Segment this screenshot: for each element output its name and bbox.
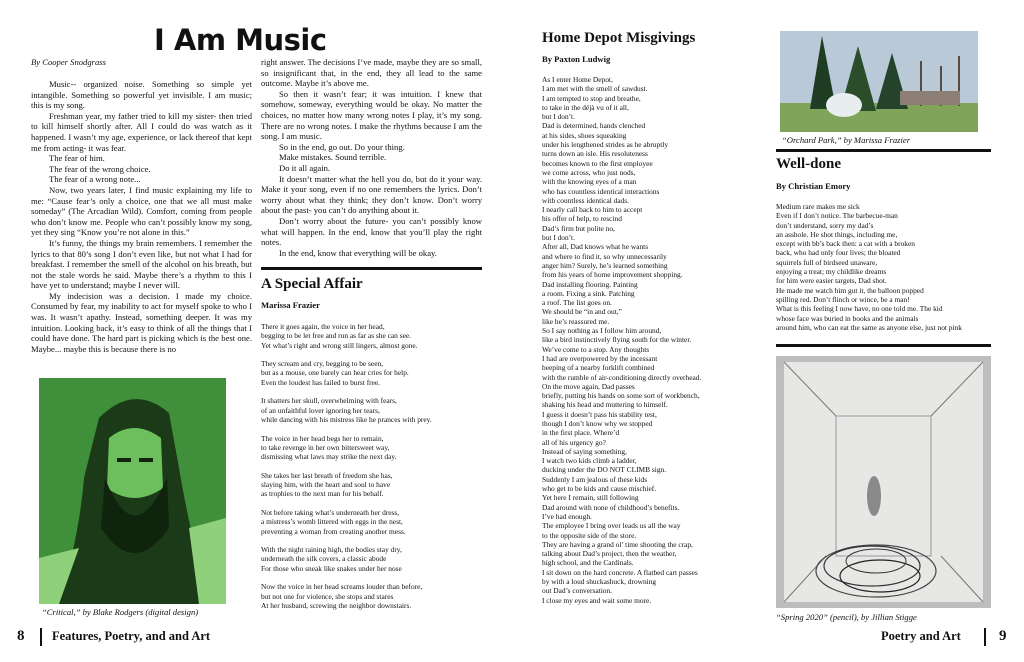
poem-byline-well-done: By Christian Emory <box>776 181 851 191</box>
critical-caption: “Critical,” by Blake Rodgers (digital design) <box>42 607 199 617</box>
footer-title-right: Poetry and Art <box>881 629 961 643</box>
footer-divider-left <box>40 628 42 646</box>
article-paragraph: My indecision was a decision. I made my choice. Consumed by fear, my inability to act for myself spoke to who I was. It wasn’t apathy. Instead, something deeper. It was my intuition. Looking back, it’s easy to think of all the things that I could have done. The hard part is picking which is the best one. Maybe... maybe this is because there is no <box>31 290 252 354</box>
article-paragraph: In the end, know that everything will be okay. <box>279 247 437 258</box>
article-paragraph: Music-- organized noise. Something so simple yet intangible. Something so powerful yet invisible. I am music; this is my song. <box>31 79 252 111</box>
poem-text-special-affair: There it goes again, the voice in her head, begging to be let free and run as far as she can see. Yet what’s right and wrong still lingers, almost gone. They scream and cry, begging to be seen, but as a mouse, one barely can hear cries for help. Even the loudest has failed to burst free. It shatters her skull, overwhelming with fears, of an unfaithful lover ignoring her tears, while dancing with his mistress like he prances with prey. The voice in her head begs her to remain, to take revenge in her own bittersweet way, dismissing what laws may strike the next day. She takes her last breath of freedom she has, slaying him, with the heart and soul to have as trophies to the next man for his behalf. Not before taking what’s underneath her dress, a mistress’s womb littered with eggs in the nest, preventing a woman from creating another mess. With the night raining high, the bodies stay dry, underneath the silk covers, a classic abode For those who sneak like snakes under her nose Now the voice in her head screams louder than before, but not one for violence, she stops and stares At her husband, screwing the neighbor downstairs. <box>261 322 432 610</box>
article-paragraph: It doesn’t matter what the hell you do, but do it your way. Make it your song, even if no one remembers the lyrics. Don’t worry about what they think; they don’t know. Don’t worry about the past- you can’t do anything about it. <box>261 173 482 216</box>
orchard-park-caption: “Orchard Park,” by Marissa Frazier <box>782 135 911 145</box>
page-number-left: 8 <box>17 628 25 644</box>
article-paragraph: The fear of him. <box>49 153 105 164</box>
article-paragraph: It’s funny, the things my brain remembers. I remember the lyrics to that 80’s song I don’t even like, but not what I had for breakfast. I remember the smell of the alcohol on his breath, but not the stale words he said. Maybe there’s a rhythm to this I have yet to understand; maybe I never will. <box>31 237 252 291</box>
poem-text-home-depot: As I enter Home Depot, I am met with the smell of sawdust. I am tempted to stop and breathe, to take in the déjà vu of it all, but I don’t. Dad is determined, hands clenched at his sides, shoes squeaking under his lengthened strides as he abruptly turns down an isle. His resoluteness becomes known to the first employee we come across, who just nods, with the knowing eyes of a man who has countless identical interactions with countless identical dads. I nearly call back to him to accept his offer of help, to rescind Dad’s firm but polite no, but I don’t. After all, Dad knows what he wants and where to find it, so why unnecessarily anger him? Surely, he’s learned something from his years of home improvement shopping. Dad installing flooring. Painting a room. Fixing a sink. Patching a roof. The list goes on. We should be “in and out,” like he’s reassured me. So I say nothing as I follow him around, like a bird instinctively flying south for the winter. We’ve come to a stop. Any thoughts I had are overpowered by the incessant beeping of a nearby forklift combined with the rumble of air-conditioning directly overhead. On the move again, Dad passes briefly, putting his hands on some sort of workbench, shaking his head and muttering to himself. I guess it doesn’t pass his stability test, though I don’t know why we stopped in the first place. Where’d all of his urgency go? Instead of saying something, I watch two kids climb a ladder, ducking under the DO NOT CLIMB sign. Suddenly I am jealous of these kids who get to be kids and cause mischief. Yet here I remain, still following Dad around with none of childhood’s benefits. I’ve had enough. The employee I bring over leads us all the way to the opposite side of the store. They are having a grand ol’ time shooting the crap, talking about Dad’s project, then the weather, high school, and the Cardinals. I sit down on the hard concrete. A flatbed cart passes by with a loud shuckashuck, drowning out Dad’s conversation. I close my eyes and wait some more. <box>542 75 702 605</box>
poem-title-well-done: Well-done <box>776 156 842 172</box>
poem-byline-special-affair: Marissa Frazier <box>261 300 320 310</box>
orchard-scene <box>780 31 978 132</box>
section-divider-right-bottom <box>776 344 991 347</box>
spring-2020-caption: “Spring 2020” (pencil), by Jillian Stigge <box>776 612 917 622</box>
section-divider-right-top <box>776 149 991 152</box>
page-number-right: 9 <box>999 628 1007 644</box>
article-paragraph: Do it all again. <box>279 162 331 173</box>
poem-byline-home-depot: By Paxton Ludwig <box>542 54 611 64</box>
article-paragraph: The fear of the wrong choice. <box>49 163 151 174</box>
section-divider <box>261 267 482 270</box>
footer-title-left: Features, Poetry, and and Art <box>52 629 211 643</box>
portrait-illustration <box>39 378 226 604</box>
article-byline: By Cooper Snodgrass <box>31 57 106 67</box>
critical-artwork <box>39 378 226 604</box>
footer-divider-right <box>984 628 986 646</box>
article-paragraph: So then it wasn’t fear; it was intuition. I knew that somehow, someway, everything would be okay. No matter the choices, no matter how many wrong notes I play, it’s my song. There are no wrong notes. I make the rhythms because I am the song. I am music. <box>261 88 482 142</box>
poem-text-well-done: Medium rare makes me sick Even if I don’t notice. The barbecue-man don’t understand, sorry my dad’s an asshole. He shot things, including me, except with bb’s back then: a cat with a broken back, who had only four lives; the bloated squirrels full of birdseed unaware, enjoying a treat; my childlike dreams for him were easier targets, Dad shot. He made me watch him gut it, the balloon popped spilling red. Don’t flinch or wince, be a man! What is this feeling I now have, no one told me. The kid whose face was buried in books and the animals around him, who can eat the same as anyone else, just not pink <box>776 202 962 332</box>
pencil-drawing <box>776 356 991 608</box>
poem-title-home-depot: Home Depot Misgivings <box>542 30 696 46</box>
article-paragraph: Make mistakes. Sound terrible. <box>279 152 387 163</box>
article-paragraph: right answer. The decisions I’ve made, maybe they are so small, so insignificant that, in the end, they all lead to the same outcome. Maybe it’s above me. <box>261 57 482 89</box>
article-column-1 <box>31 79 252 354</box>
article-paragraph: Now, two years later, I find music explaining my life to me: “Cause fear’s only a choice, one that we all must make someday” (The Arcadian Wild). Comfort, coming from people who don’t know me. People who can’t possibly know my song, yet they sing “Know you’re not alone in this.” <box>31 184 252 238</box>
poem-title-special-affair: A Special Affair <box>261 276 363 292</box>
article-paragraph: Freshman year, my father tried to kill my sister- then tried to kill himself shortly after. All I could do was watch as it happened. I wasn’t my age, experience, or lack thereof that kept me from acting- it was fear. <box>31 110 252 153</box>
article-paragraph: The fear of a wrong note... <box>49 174 141 185</box>
article-paragraph: So in the end, go out. Do your thing. <box>279 141 405 152</box>
article-title: I Am Music <box>154 23 327 57</box>
spring-2020-drawing <box>776 356 991 608</box>
orchard-park-photo <box>780 31 978 132</box>
article-column-2 <box>261 57 482 258</box>
article-paragraph: Don’t worry about the future- you can’t possibly know what will happen. In the end, know that you’ll play the right notes. <box>261 215 482 248</box>
